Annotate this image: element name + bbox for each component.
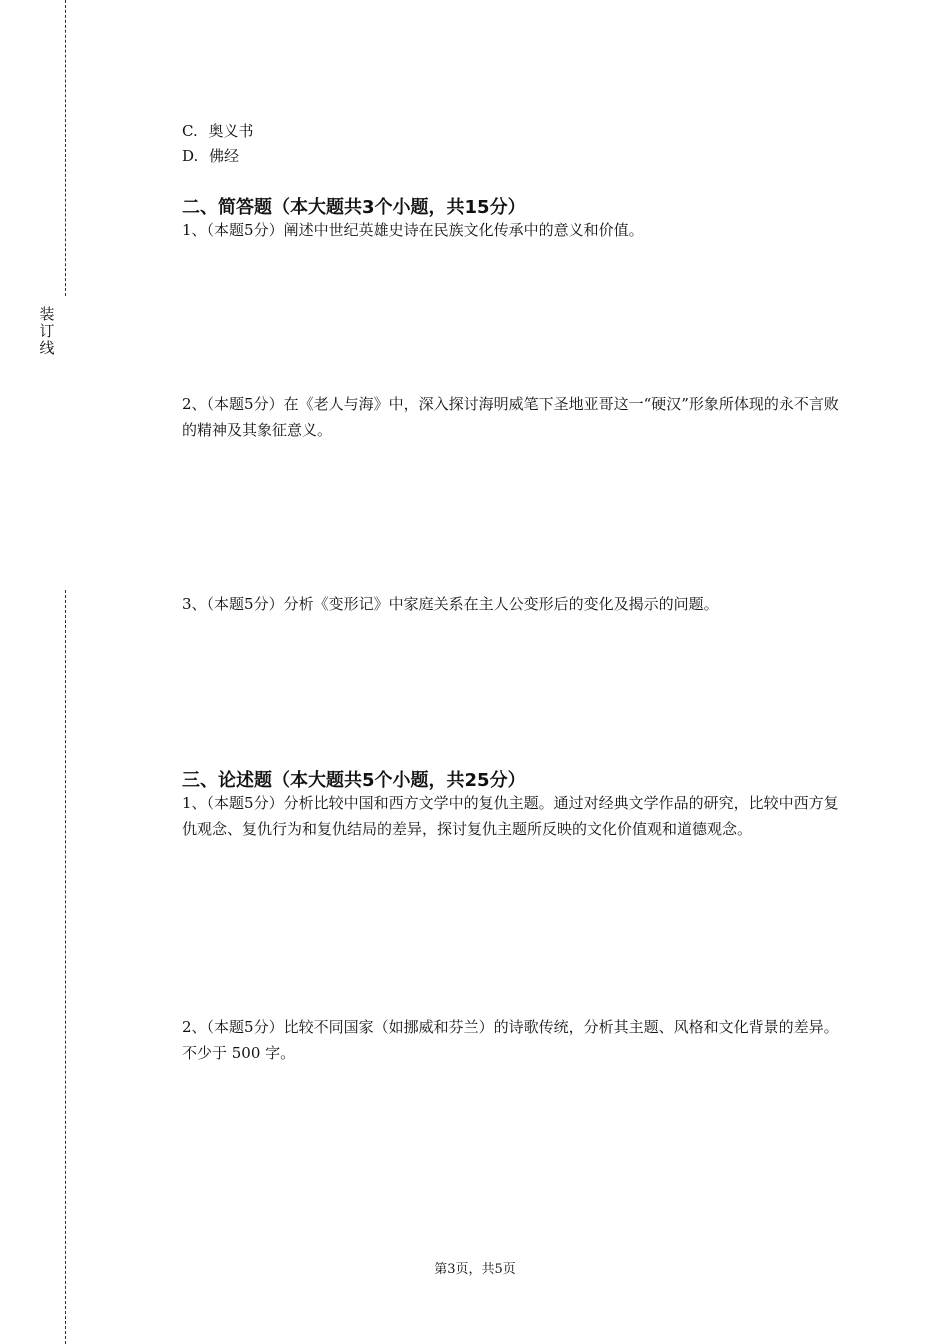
option-letter: C. bbox=[182, 122, 198, 140]
binding-label-char: 线 bbox=[39, 339, 55, 357]
binding-label-char: 装 bbox=[39, 305, 55, 323]
question-item: 2、（本题5分）比较不同国家（如挪威和芬兰）的诗歌传统，分析其主题、风格和文化背景的差异。不少于 500 字。 bbox=[182, 1018, 839, 1062]
binding-label bbox=[37, 306, 57, 357]
binding-label-char: 订 bbox=[39, 322, 55, 340]
question-item: 3、（本题5分）分析《变形记》中家庭关系在主人公变形后的变化及揭示的问题。 bbox=[182, 595, 719, 613]
binding-dashed-line-top bbox=[65, 0, 66, 296]
page-number: 第3页，共5页 bbox=[434, 1262, 516, 1277]
section-title-short-answer: 二、简答题（本大题共3个小题，共15分） bbox=[182, 197, 526, 218]
option-text: 奥义书 bbox=[208, 122, 254, 140]
option-d bbox=[182, 145, 239, 166]
option-letter: D. bbox=[182, 147, 199, 165]
question-item: 2、（本题5分）在《老人与海》中，深入探讨海明威笔下圣地亚哥这一“硬汉”形象所体现的永不言败的精神及其象征意义。 bbox=[182, 395, 839, 439]
option-c bbox=[182, 120, 254, 141]
section-title-essay: 三、论述题（本大题共5个小题，共25分） bbox=[182, 770, 526, 791]
binding-dashed-line-bottom bbox=[65, 590, 66, 1344]
option-text: 佛经 bbox=[209, 147, 240, 165]
page-footer bbox=[0, 1258, 950, 1277]
question-item: 1、（本题5分）阐述中世纪英雄史诗在民族文化传承中的意义和价值。 bbox=[182, 221, 644, 239]
question-item: 1、（本题5分）分析比较中国和西方文学中的复仇主题。通过对经典文学作品的研究，比较中西方复仇观念、复仇行为和复仇结局的差异，探讨复仇主题所反映的文化价值观和道德观念。 bbox=[182, 794, 839, 838]
